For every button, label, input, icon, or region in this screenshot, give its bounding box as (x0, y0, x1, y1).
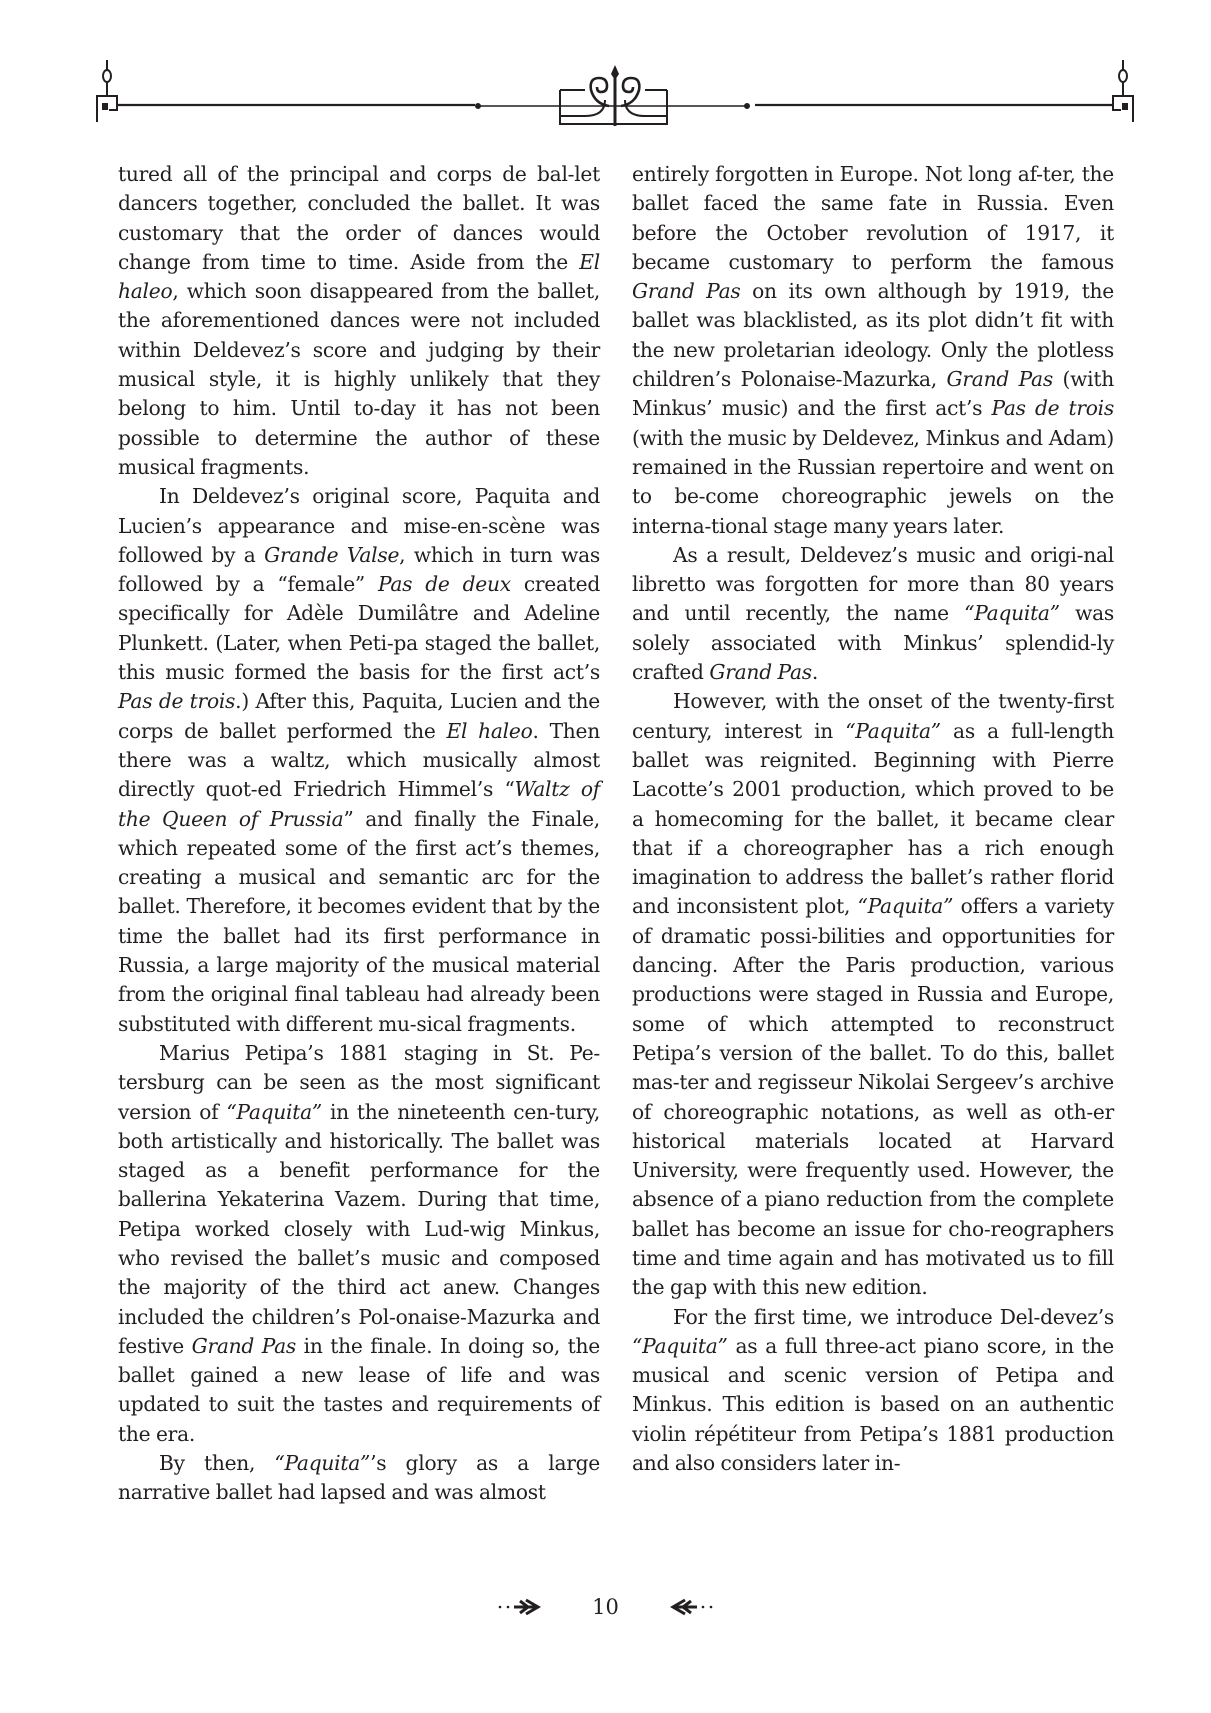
text: Marius Petipa’s 1881 staging in St. Pe-tersburg can be seen as the most significant version of (118, 1040, 600, 1124)
italic-text: Waltz of the Queen of Prussia (118, 777, 600, 831)
italic-text: El haleo (118, 249, 600, 304)
italic-text: Grand Pas (632, 279, 741, 304)
right-column (632, 160, 1114, 1508)
header-ornament (95, 60, 1135, 130)
italic-text: Pas de trois (118, 689, 236, 714)
left-column (118, 160, 600, 1508)
text: created specifically for Adèle Dumilâtre and Adeline Plunkett. (Later, when Peti-pa staged the ballet, this music formed the basis for the first act’s (118, 572, 600, 685)
paragraph (118, 482, 600, 1039)
text: (with the music by Deldevez, Minkus and Adam) remained in the Russian repertoire and went on to be-come choreographic jewels on the interna-tional stage many years later. (632, 425, 1114, 538)
text: However, with the onset of the twenty-first century, interest in (632, 689, 1114, 743)
italic-text: Grande Valse (264, 542, 400, 567)
text: was solely associated with Minkus’ splendid-ly crafted (632, 601, 1115, 685)
italic-text: Grand Pas (946, 367, 1053, 392)
paragraph (118, 160, 600, 482)
text: offers a variety of dramatic possi-bilities and opportunities for dancing. After the Paris production, various productions were staged in Russia and Europe, some of which attempted to reconstruct Petipa’s version of the ballet. To do this, ballet mas-ter and regisseur Nikolai Sergeev’s archive of choreographic notations, as well as oth-er historical materials located at Harvard University, were frequently used. However, the absence of a piano reduction from the complete ballet has become an issue for cho-reographers time and time again and has motivated us to fill the gap with this new edition. (632, 894, 1115, 1300)
decorative-header-rule-icon (95, 60, 1135, 130)
text: entirely forgotten in Europe. Not long af-ter, the ballet faced the same fate in Russia. Even before the October revolution of 1917, it became customary to perform the famous (632, 162, 1114, 274)
text: on its own although by 1919, the ballet was blacklisted, as its plot didn’t fit with the new proletarian ideology. Only the plotless children’s Polonaise-Mazurka, (632, 279, 1114, 392)
text: As a result, Deldevez’s music and origi-nal libretto was forgotten for more than 80 years and until recently, the name (632, 542, 1114, 626)
text: as a full-length ballet was reignited. Beginning with Pierre Lacotte’s 2001 production, which proved to be a homecoming for the ballet, it became clear that if a choreographer has a rich enough imagination to address the ballet’s rather florid and inconsistent plot, (632, 718, 1114, 919)
text: , which soon disappeared from the ballet, the aforementioned dances were not included within Deldevez’s score and judging by their musical style, it is highly unlikely that they belong to him. Until to-day it has not been possible to determine the author of these musical fragments. (118, 279, 600, 479)
text: , which in turn was followed by a “female” (118, 542, 600, 597)
paragraph (632, 687, 1114, 1302)
text: .) After this, Paquita, Lucien and the corps de ballet performed the (118, 689, 600, 743)
italic-text: El haleo (446, 718, 533, 743)
text: ” and finally the Finale, which repeated some of the first act’s themes, creating a musical and semantic arc for the ballet. Therefore, it becomes evident that by the time the ballet had its first performance in Russia, a large majority of the musical material from the original final tableau had already been substituted with different mu-sical fragments. (118, 806, 600, 1036)
paragraph (118, 1039, 600, 1449)
italic-text: Grand Pas (709, 660, 812, 685)
italic-text: “Paquita” (845, 718, 941, 743)
text: . (811, 660, 819, 685)
italic-text: Grand Pas (191, 1333, 297, 1358)
paragraph (632, 541, 1114, 687)
italic-text: “Paquita” (632, 1333, 728, 1358)
paragraph (632, 160, 1114, 541)
italic-text: “Paquita” (964, 601, 1060, 626)
paragraph (118, 1449, 600, 1508)
text: By then, (159, 1451, 275, 1476)
italic-text: Pas de deux (377, 572, 511, 597)
text: (with Minkus’ music) and the first act’s (632, 367, 1114, 421)
page-footer (0, 1595, 1211, 1619)
text: as a full three-act piano score, in the musical and scenic version of Petipa and Minkus. This edition is based on an authentic violin répétiteur from Petipa’s 1881 production and also considers later in- (632, 1333, 1114, 1476)
italic-text: “Paquita” (274, 1451, 371, 1476)
text: tured all of the principal and corps de bal-let dancers together, concluded the ballet. It was customary that the order of dances would change from time to time. Aside from the (118, 162, 600, 274)
arrow-left-ornament-icon (659, 1597, 719, 1617)
italic-text: “Paquita” (226, 1099, 322, 1124)
italic-text: Pas de trois (991, 396, 1114, 421)
text: ’s glory as a large narrative ballet had lapsed and was almost (118, 1451, 600, 1505)
paragraph (632, 1303, 1114, 1479)
text: For the first time, we introduce Del-devez’s (673, 1304, 1114, 1329)
text: in the finale. In doing so, the ballet gained a new lease of life and was updated to suit the tastes and requirements of the era. (118, 1333, 600, 1446)
text-columns (118, 160, 1114, 1508)
italic-text: “Paquita” (857, 894, 954, 919)
arrow-right-ornament-icon (492, 1597, 552, 1617)
text: In Deldevez’s original score, Paquita and Lucien’s appearance and mise-en-scène was followed by a (118, 484, 600, 567)
text: in the nineteenth cen-tury, both artistically and historically. The ballet was staged as a benefit performance for the ballerina Yekaterina Vazem. During that time, Petipa worked closely with Lud-wig Minkus, who revised the ballet’s music and composed the majority of the third act anew. Changes included the children’s Pol-onaise-Mazurka and festive (118, 1099, 600, 1358)
page-number: 10 (592, 1595, 619, 1619)
text: . Then there was a waltz, which musically almost directly quot-ed Friedrich Himmel’s “ (118, 718, 601, 802)
